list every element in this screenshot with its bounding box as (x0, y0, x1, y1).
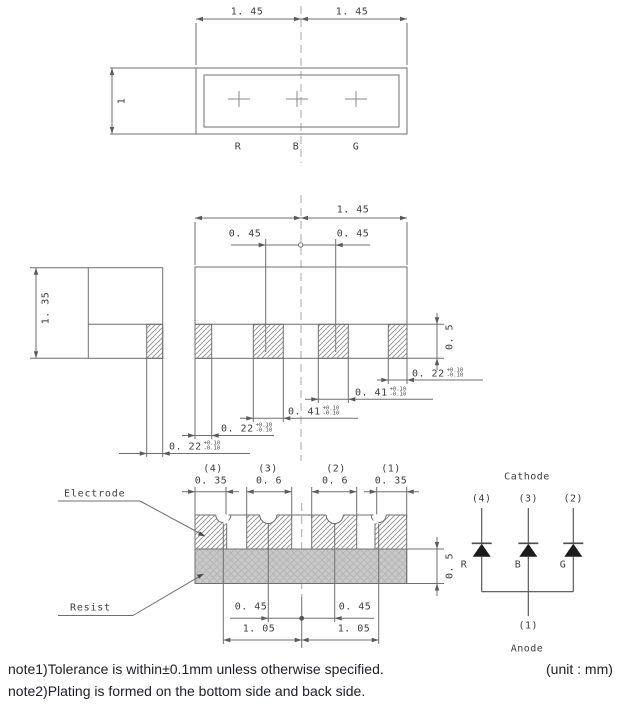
tol-minus: -0.10 (446, 372, 464, 379)
circuit-terminal-3: (3) (518, 493, 539, 505)
dim-value: 0. 41 (288, 406, 321, 417)
resist-label: Resist (70, 602, 111, 614)
tol-minus: -0.10 (255, 427, 273, 434)
tol-minus: -0.10 (389, 391, 407, 398)
cathode-label: Cathode (504, 471, 550, 483)
side-pad (147, 324, 163, 358)
terminal-label-3: (3) (258, 463, 278, 475)
front-view-lines (119, 195, 483, 461)
front-pad-3 (253, 324, 283, 358)
bottom-dim-045-right-label: 0. 45 (338, 601, 372, 613)
tol-plus: +0.10 (203, 440, 221, 447)
tol-minus: -0.10 (203, 445, 221, 452)
front-pad-4 (195, 324, 212, 358)
top-dim-left-label: 1. 45 (230, 6, 264, 18)
circuit-lines (472, 508, 584, 616)
front-pad-1 (388, 324, 407, 358)
bottom-dim-105-left-label: 1. 05 (242, 623, 276, 635)
chip-label-g: G (352, 141, 360, 153)
side-dim-height-label: 1. 35 (40, 291, 52, 325)
terminal-label-1: (1) (381, 463, 401, 475)
chip-position-crosses (228, 91, 367, 107)
bottom-dim-band-label: 0. 5 (444, 552, 456, 580)
pad-dim-label-022-left (221, 423, 272, 434)
circuit-terminal-1: (1) (518, 620, 539, 632)
note1-text: note1)Tolerance is within±0.1mm unless otherwise specified. (8, 661, 384, 677)
front-dim-width-label: 1. 45 (336, 204, 370, 216)
pad-width-label-1: 0. 35 (374, 475, 408, 487)
top-view-lines (110, 6, 407, 163)
top-dim-height-label: 1 (116, 97, 128, 105)
circuit-terminal-2: (2) (563, 493, 584, 505)
diode-g-symbol (564, 544, 582, 557)
pad-width-label-2: 0. 6 (321, 475, 349, 487)
circuit-terminal-4: (4) (471, 493, 492, 505)
diode-b-symbol (519, 544, 537, 557)
front-dim-045-right-label: 0. 45 (336, 228, 370, 240)
diode-label-g: G (559, 559, 567, 571)
chip-label-b: B (292, 141, 300, 153)
diode-label-r: R (460, 559, 468, 571)
top-dim-right-label: 1. 45 (335, 6, 369, 18)
pad-dim-label-041-left (288, 406, 339, 417)
pad-width-label-3: 0. 6 (255, 475, 283, 487)
tol-plus: +0.10 (322, 405, 340, 412)
terminal-label-4: (4) (203, 463, 223, 475)
tol-minus: -0.10 (322, 410, 340, 417)
front-pad-2 (318, 324, 348, 358)
dim-value: 0. 41 (355, 387, 388, 398)
pad-width-label-4: 0. 35 (194, 475, 228, 487)
anode-label: Anode (510, 643, 544, 655)
unit-label: (unit : mm) (546, 661, 613, 677)
tol-plus: +0.10 (255, 422, 273, 429)
diode-label-b: B (514, 559, 522, 571)
dim-value: 0. 22 (412, 368, 445, 379)
pad-dim-label-041-right (355, 387, 406, 398)
note2-text: note2)Plating is formed on the bottom side and back side. (8, 683, 366, 699)
pad-dim-label-022-side (169, 441, 220, 452)
front-dim-band-label: 0. 5 (444, 323, 456, 351)
dim-value: 0. 22 (221, 423, 254, 434)
dim-value: 0. 22 (169, 441, 202, 452)
tol-plus: +0.10 (446, 367, 464, 374)
bottom-dim-045-left-label: 0. 45 (234, 601, 268, 613)
chip-label-r: R (234, 141, 242, 153)
electrode-label: Electrode (64, 488, 126, 500)
front-dim-045-left-label: 0. 45 (228, 228, 262, 240)
terminal-label-2: (2) (326, 463, 346, 475)
diode-r-symbol (473, 544, 491, 557)
tol-plus: +0.10 (389, 386, 407, 393)
bottom-dim-105-right-label: 1. 05 (337, 623, 371, 635)
resist-band (195, 549, 407, 584)
pad-dim-label-022-right (412, 368, 463, 379)
